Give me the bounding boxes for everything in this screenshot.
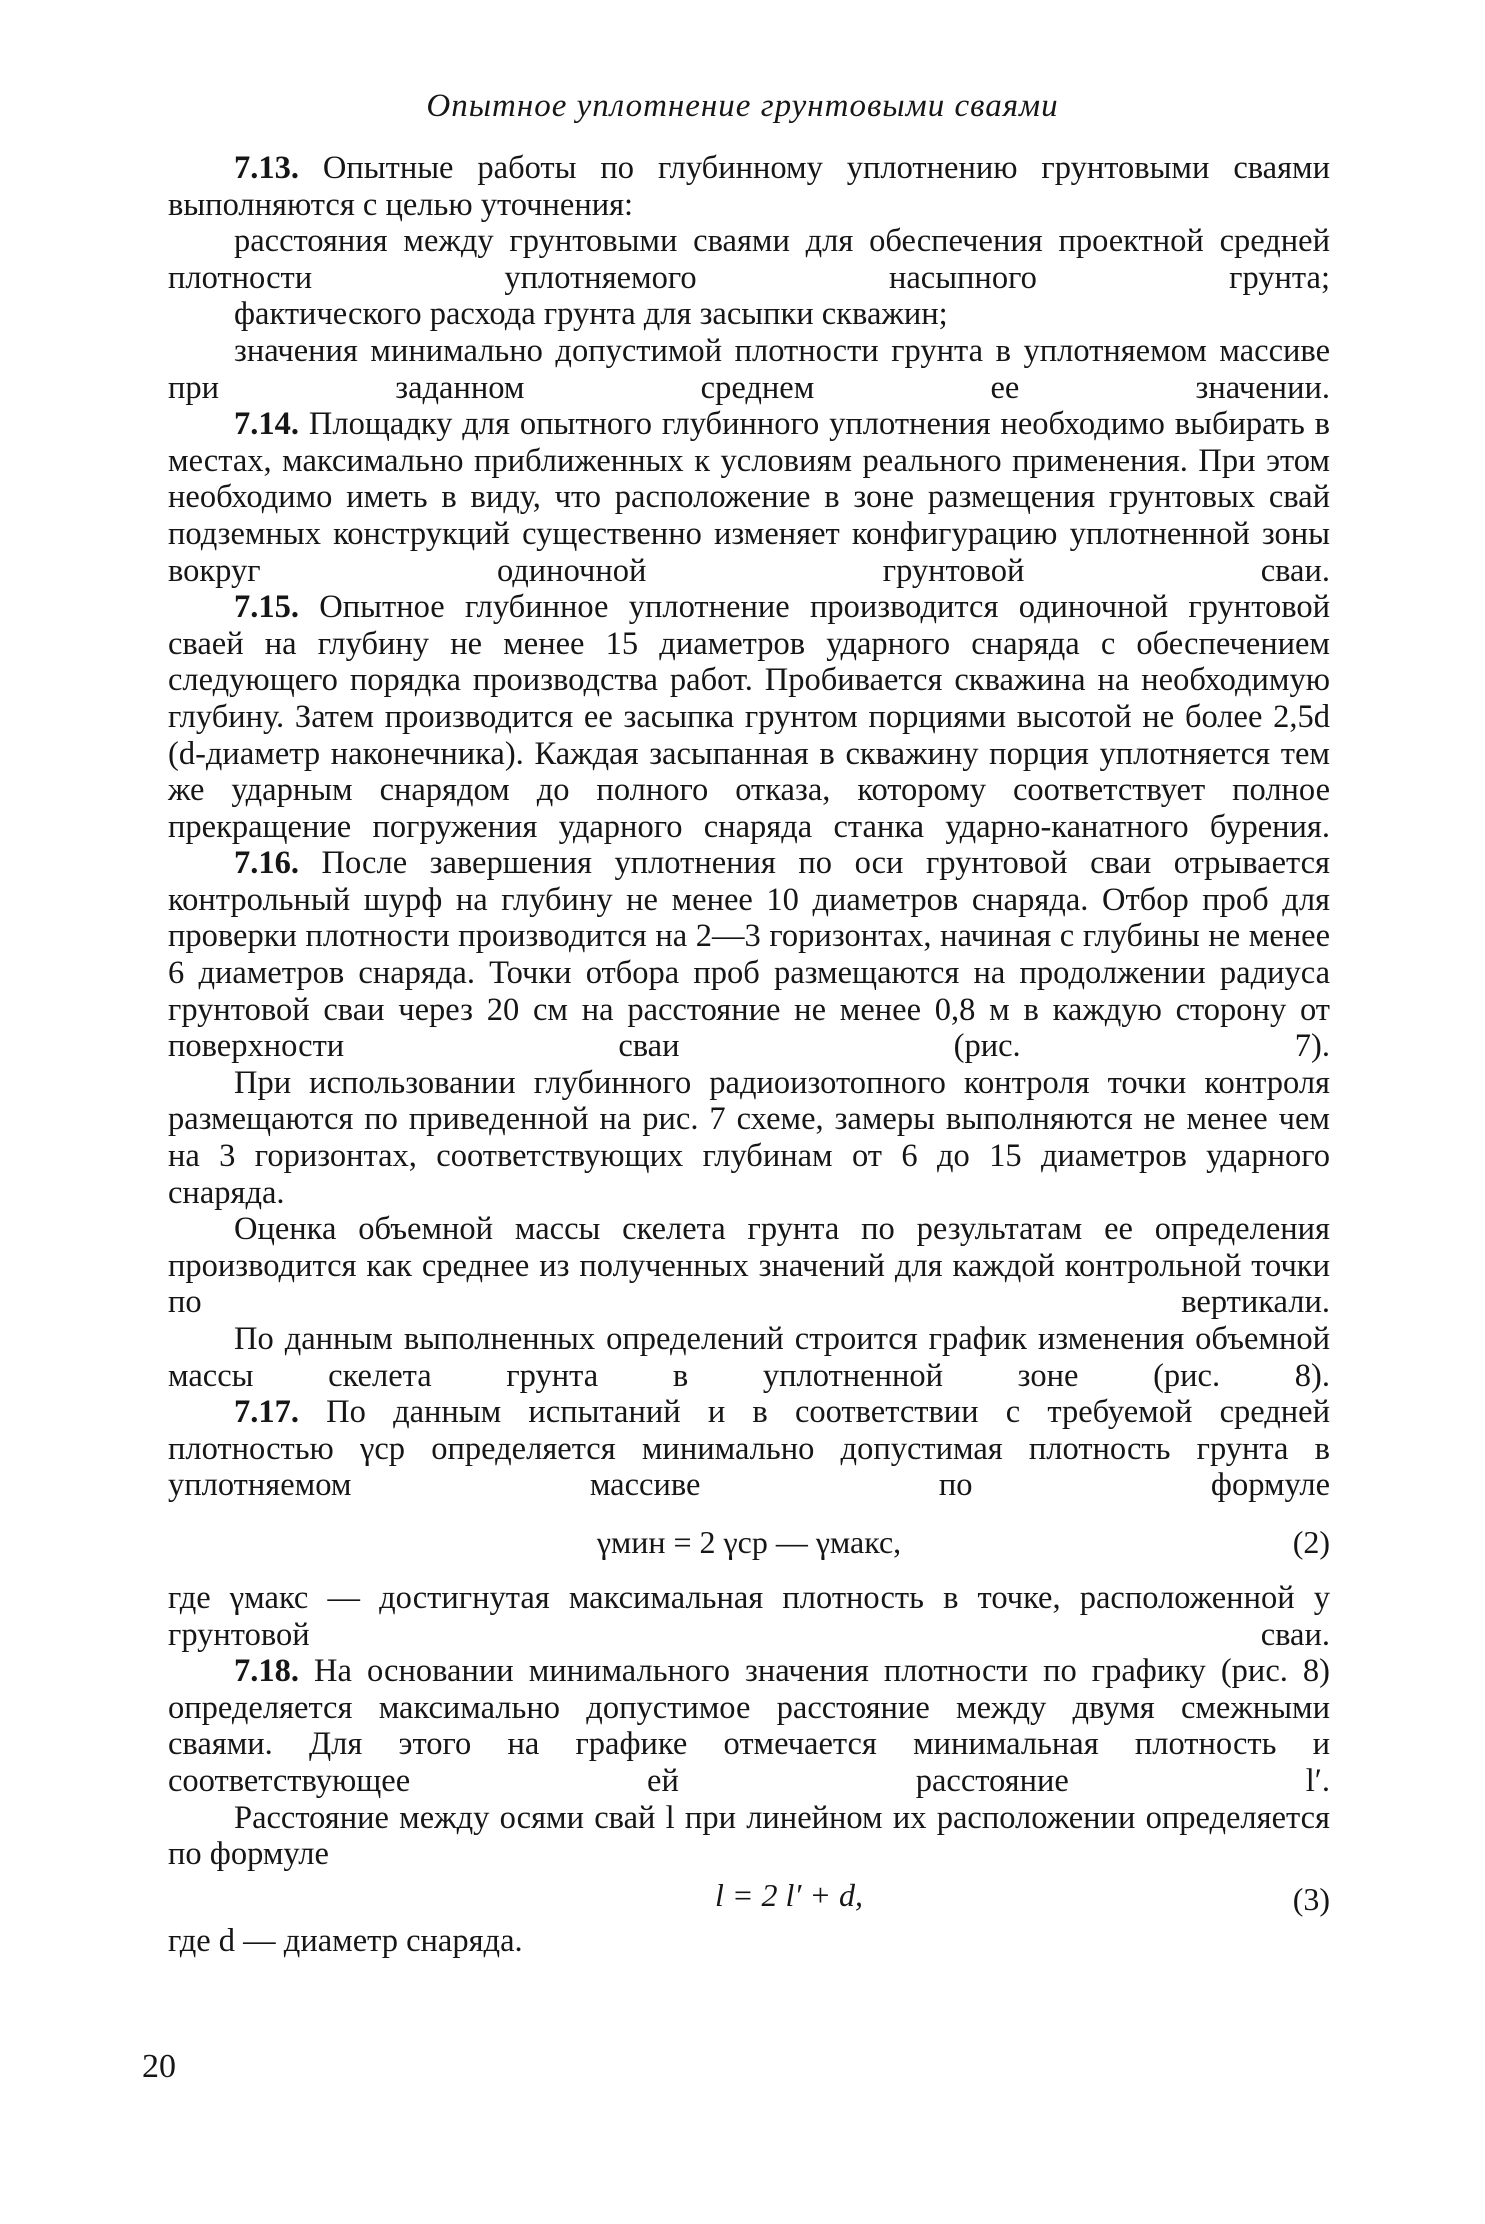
paragraph-7-16 [168,845,1330,1065]
section-number: 7.15. [234,589,299,626]
paragraph-where-d: где d — диаметр снаряда. [168,1922,523,1959]
formula-3 [168,1873,1330,1923]
paragraph-7-18 [168,1653,1330,1799]
formula-2-expression [168,1524,1330,1561]
paragraph-graph: По данным выполненных определений строится график изменения объемной массы скелета грунта в уплотненной зоне (рис. 8). [168,1321,1330,1394]
formula-2-number: (2) [1292,1523,1330,1560]
section-number: 7.16. [234,845,299,882]
section-number: 7.14. [234,406,299,443]
paragraph-text: Площадку для опытного глубинного уплотнения необходимо выбирать в местах, максимально приближенных к условиям реального применения. При этом необходимо иметь в виду, что расположение в зоне размещения грунтовых свай подземных конструкций существенно изменяет конфигурацию уплотненной зоны вокруг одиночной грунтовой сваи. [168,406,1330,589]
page-body [168,150,1330,1959]
formula-2-lhs: γмин [596,1523,666,1560]
section-number: 7.17. [234,1394,299,1431]
paragraph-text: Опытные работы по глубинному уплотнению грунтовыми сваями выполняются с целью уточнения: [168,150,1330,223]
paragraph-text: На основании минимального значения плотности по графику (рис. 8) определяется максимально допустимое расстояние между двумя смежными сваями. Для этого на графике отмечается минимальная плотность и соответствующее ей расстояние l′. [168,1653,1330,1799]
paragraph-item-min-density: значения минимально допустимой плотности грунта в уплотняемом массиве при заданном среднем ее значении. [168,332,1330,406]
section-number: 7.13. [234,150,299,186]
paragraph-7-17 [168,1394,1330,1504]
formula-3-expression: l = 2 l′ + d, [715,1876,863,1913]
paragraph-text: После завершения уплотнения по оси грунтовой сваи отрывается контрольный шурф на глубину не менее 10 диаметров снаряда. Отбор проб для проверки плотности производится на 2—3 горизонтах, начиная с глубины не менее 6 диаметров снаряда. Точки отбора проб размещаются на продолжении радиуса грунтовой сваи через 20 см на расстояние не менее 0,8 м в каждую сторону от поверхности сваи (рис. 7). [168,845,1330,1065]
formula-2 [168,1516,1330,1576]
page-number: 20 [142,2048,176,2085]
paragraph-item-consumption: фактического расхода грунта для засыпки скважин; [234,296,948,333]
paragraph-item-distance: расстояния между грунтовыми сваями для обеспечения проектной средней плотности уплотняемого насыпного грунта; [168,223,1330,296]
formula-2-rhs: = 2 γср — γмакс, [673,1523,902,1560]
paragraph-7-13 [168,150,1330,223]
paragraph-7-15 [168,589,1330,845]
paragraph-text: По данным испытаний и в соответствии с требуемой средней плотностью γср определяется минимально допустимая плотность грунта в уплотняемом массиве по формуле [168,1394,1330,1504]
paragraph-distance-axes: Расстояние между осями свай l при линейном их расположении определяется по формуле [168,1799,1330,1873]
paragraph-where-gamma: где γмакс — достигнутая максимальная плотность в точке, расположенной у грунтовой сваи. [168,1579,1330,1653]
paragraph-assessment: Оценка объемной массы скелета грунта по результатам ее определения производится как среднее из полученных значений для каждой контрольной точки по вертикали. [168,1211,1330,1321]
paragraph-radioisotope: При использовании глубинного радиоизотопного контроля точки контроля размещаются по приведенной на рис. 7 схеме, замеры выполняются не менее чем на 3 горизонтах, соответствующих глубинам от 6 до 15 диаметров ударного снаряда. [168,1064,1330,1211]
section-number: 7.18. [234,1653,299,1690]
paragraph-7-14 [168,406,1330,589]
running-header: Опытное уплотнение грунтовыми сваями [426,88,1059,124]
formula-3-number: (3) [1292,1880,1330,1917]
paragraph-text: Опытное глубинное уплотнение производится одиночной грунтовой сваей на глубину не менее 15 диаметров ударного снаряда с обеспечением следующего порядка производства работ. Пробивается скважина на необходимую глубину. Затем производится ее засыпка грунтом порциями высотой не более 2,5d (d-диаметр наконечника). Каждая засыпанная в скважину порция уплотняется тем же ударным снарядом до полного отказа, которому соответствует полное прекращение погружения ударного снаряда станка ударно-канатного бурения. [168,589,1330,845]
